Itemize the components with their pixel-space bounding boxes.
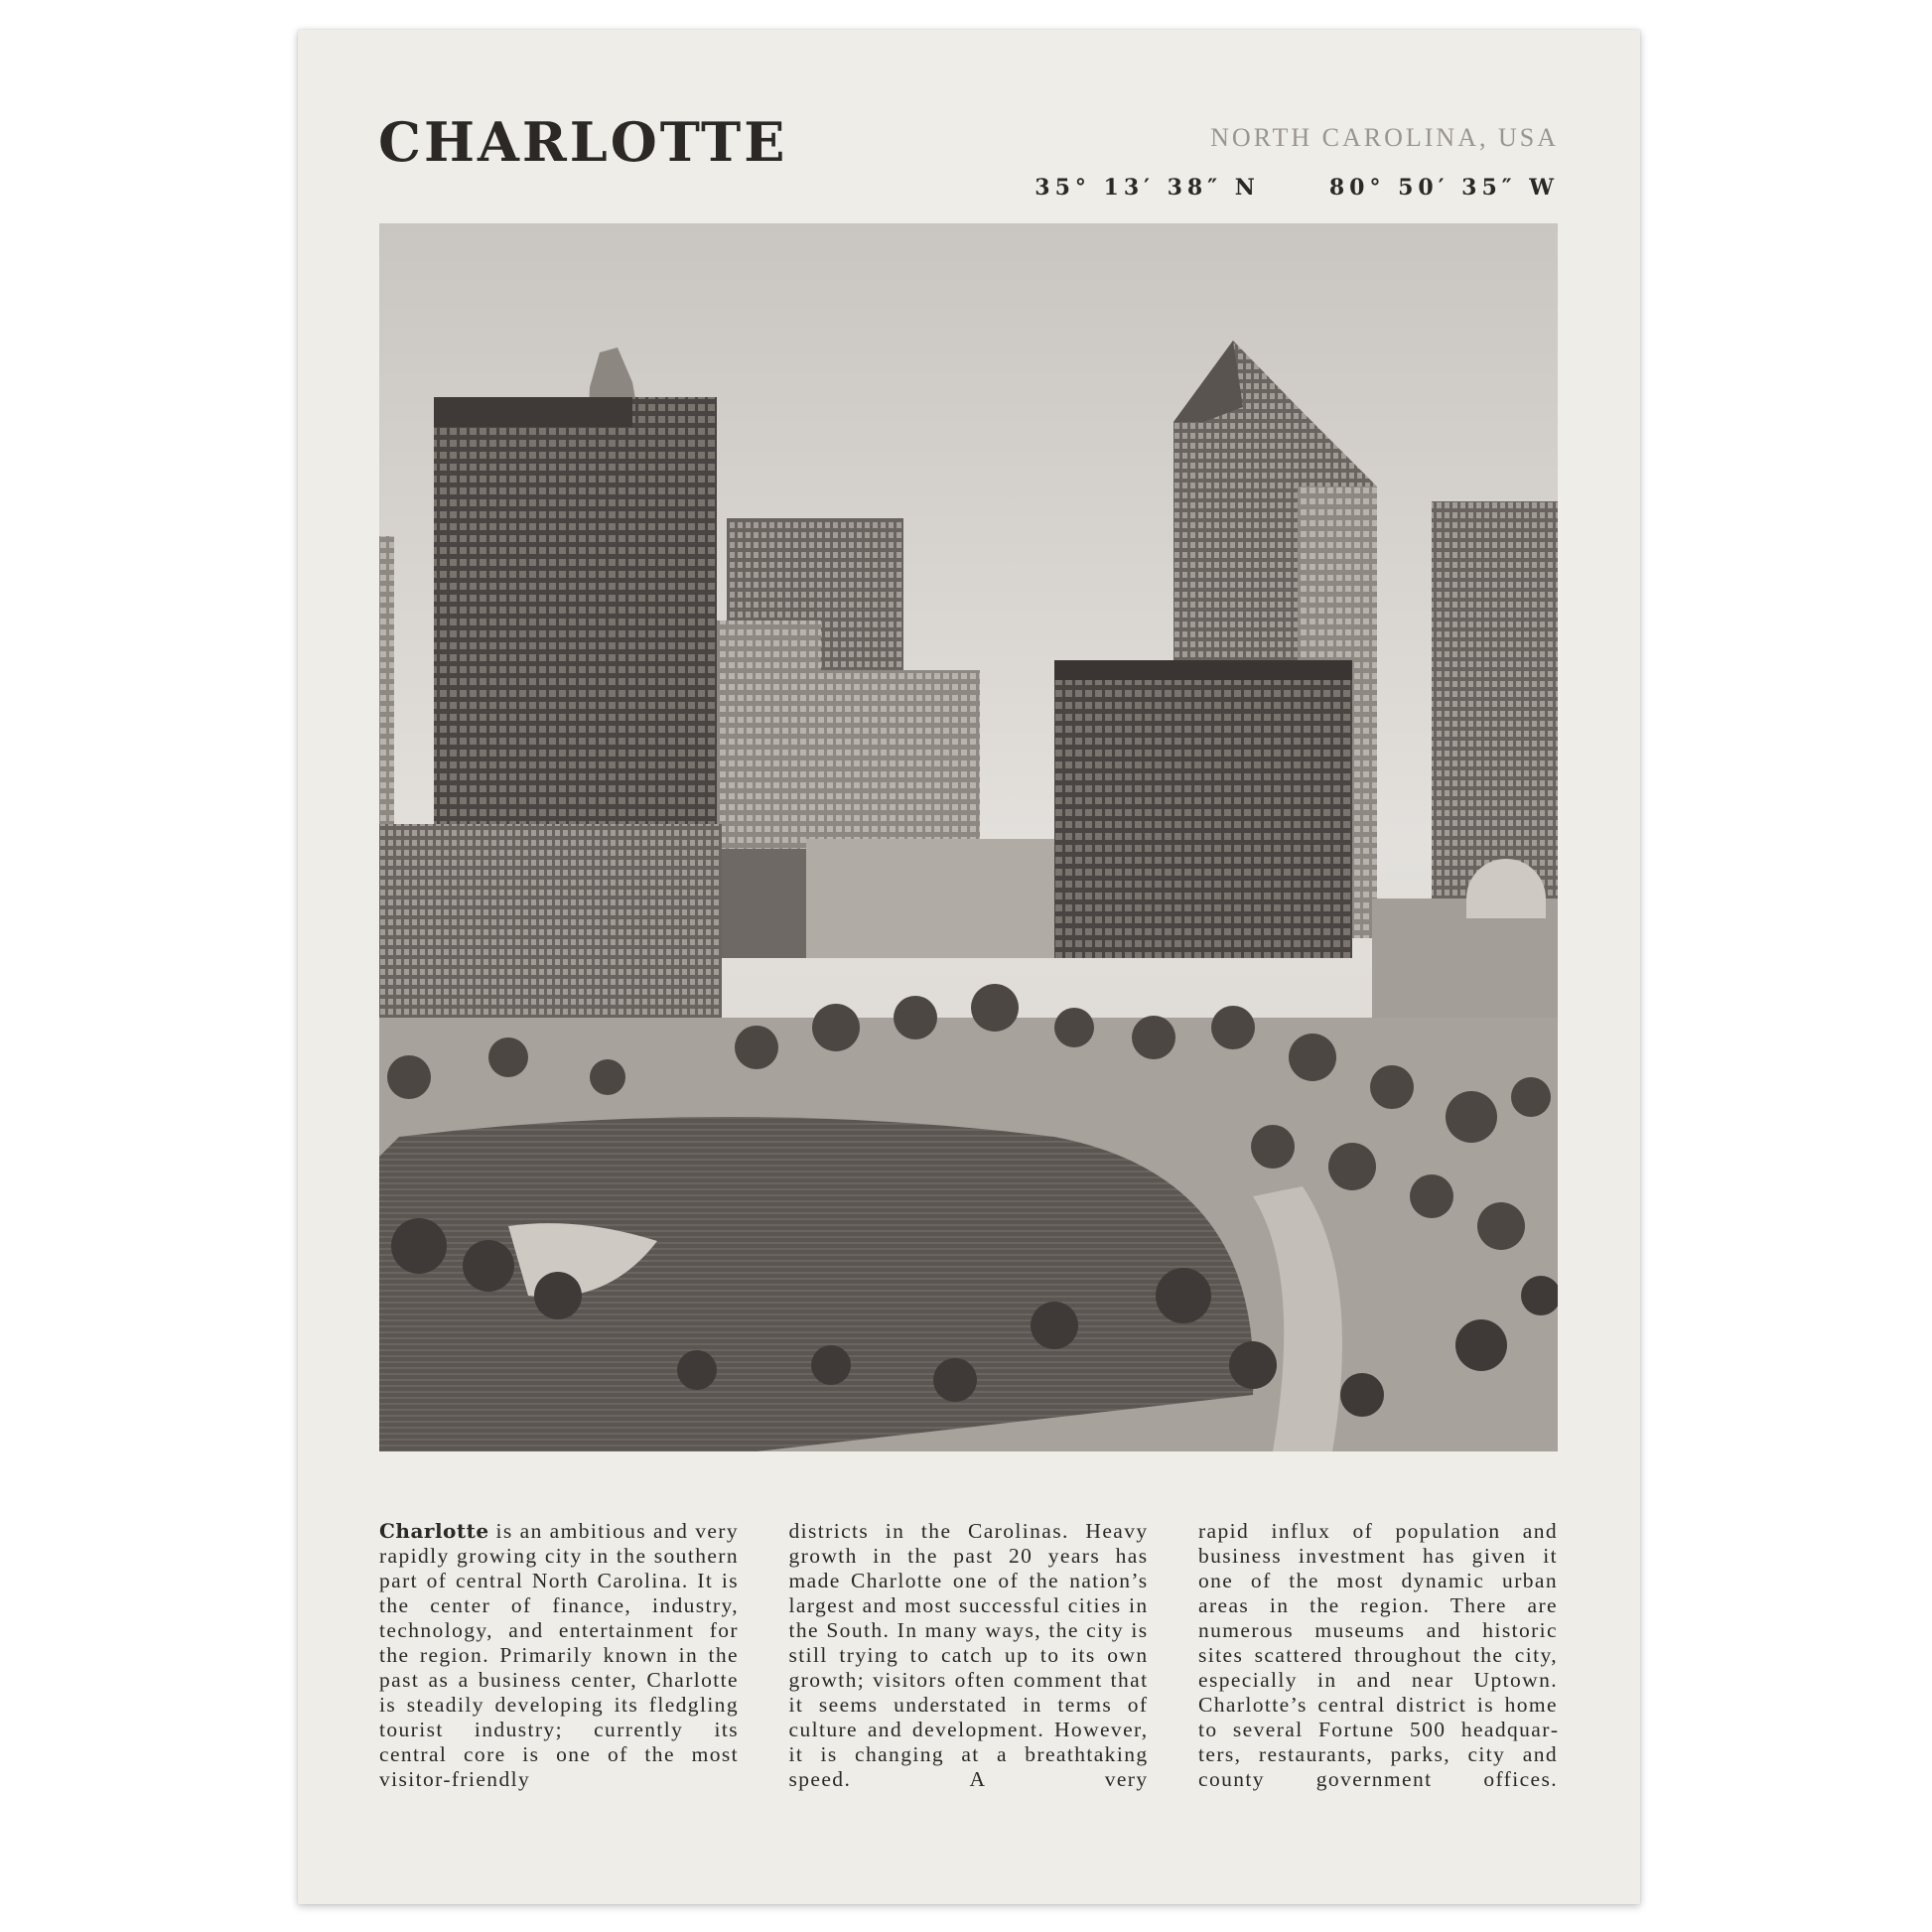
- description-column-1: [379, 1519, 739, 1817]
- latitude: 35° 13′ 38″ N: [1035, 175, 1260, 201]
- description-column-2: districts in the Carolinas. Heavy growth in the past 20 years has made Charlotte one of the nation’s largest and most successful cities in the South. In many ways, the city is still trying to catch up to its own growth; visitors often comment that it seems understated in terms of culture and development. However, it is changing at a breathtaking speed. A very: [788, 1519, 1149, 1791]
- poster: [298, 30, 1640, 1904]
- region-label: NORTH CAROLINA, USA: [1210, 123, 1559, 152]
- description-col1-text: is an ambitious and very rapidly growing city in the southern part of central North Carolina. It is the center of finance, industry, technology, and entertainment for the region. Primarily known in the past as a business center, Charlotte is steadily developing its fledgling tourist industry; currently its central core is one of the most visitor-friendly: [379, 1519, 740, 1791]
- description: [379, 1519, 1558, 1817]
- city-title: CHARLOTTE: [378, 110, 788, 174]
- longitude: 80° 50′ 35″ W: [1328, 175, 1559, 201]
- coordinates: [1035, 177, 1559, 199]
- city-skyline-photo: [379, 223, 1558, 1451]
- skyline-illustration: [379, 223, 1558, 1451]
- description-column-3: rapid influx of population and business investment has given it one of the most dynamic urban areas in the region. There are numerous museums and historic sites scattered throughout the city, especially in and near Uptown. Charlotte’s central district is home to several Fortune 500 headquarters, restaurants, parks, city and county government offices.: [1198, 1519, 1558, 1791]
- description-lead: Charlotte: [379, 1519, 489, 1543]
